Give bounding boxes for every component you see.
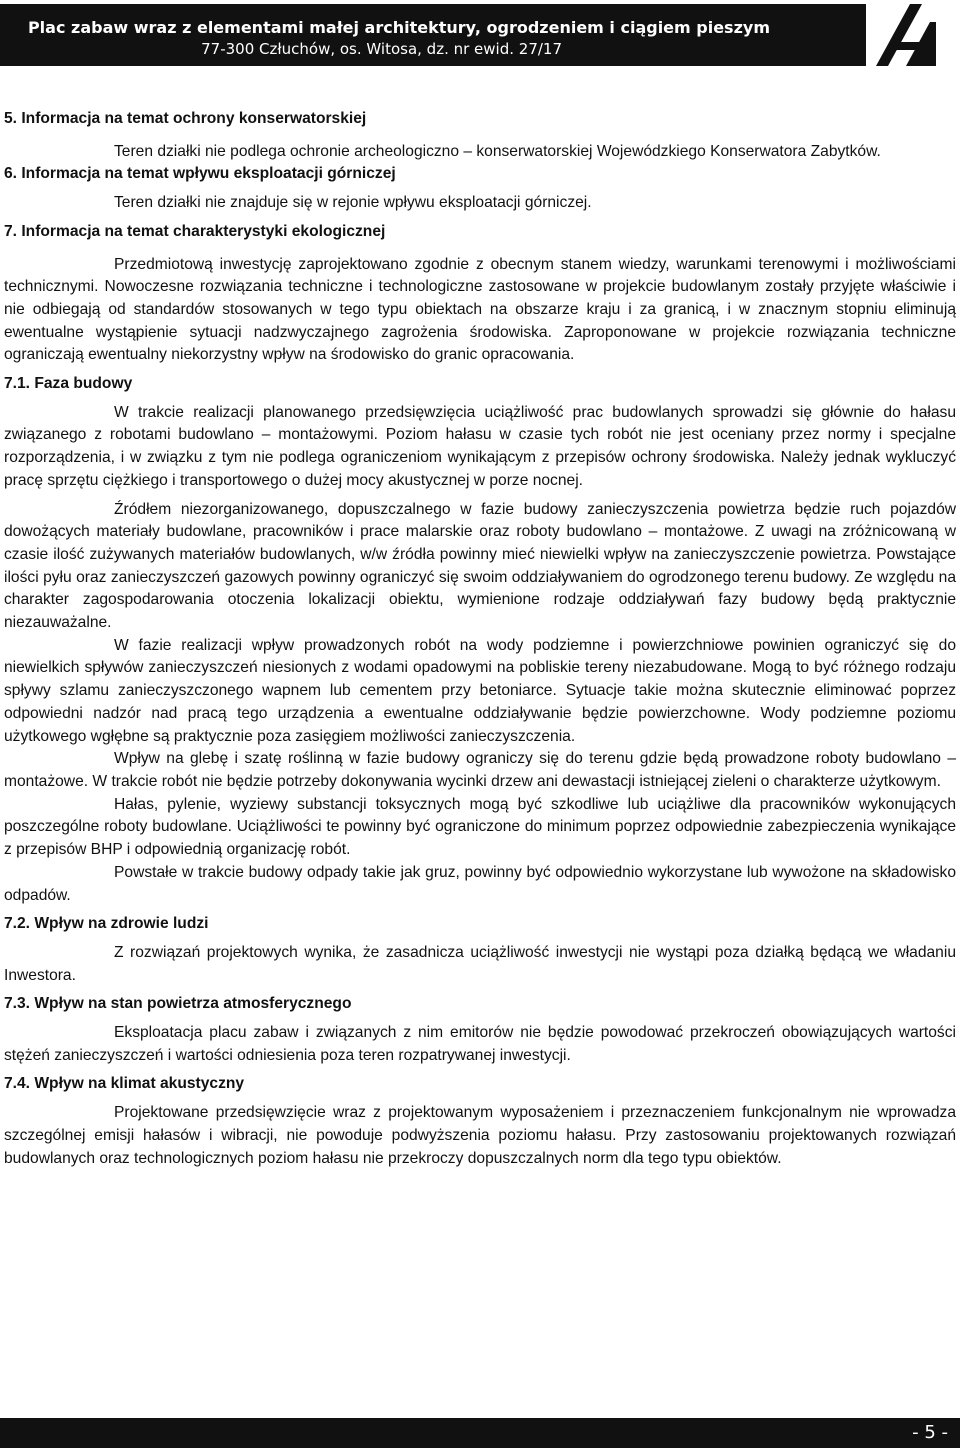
paragraph: Powstałe w trakcie budowy odpady takie jak gruz, powinny być odpowiednio wykorzystane lub wywożone na składowisko odpadów. bbox=[4, 863, 956, 904]
paragraph: Teren działki nie podlega ochronie archeologiczno – konserwatorskiej Wojewódzkiego Konserwatora Zabytków. bbox=[114, 142, 881, 160]
section-heading-7-3: 7.3. Wpływ na stan powietrza atmosferycznego bbox=[4, 995, 352, 1013]
page-number: - 5 - bbox=[912, 1422, 948, 1443]
paragraph: Hałas, pylenie, wyziewy substancji toksycznych mogą być szkodliwe lub uciążliwe dla pracowników wykonujących poszczególne roboty budowlane. Uciążliwości te powinny być ograniczone do minimum poprzez odpowiednie zabezpieczenia wynikające z przepisów BHP i odpowiednią organizację robót. bbox=[4, 795, 956, 859]
document-body bbox=[4, 108, 956, 1170]
paragraph: W trakcie realizacji planowanego przedsięwzięcia uciążliwość prac budowlanych sprowadzi się głównie do hałasu związanego z robotami budowlano – montażowymi. Poziom hałasu w czasie tych robót nie jest oceniany przez normy i specjalne rozporządzenia, i w związku z tym nie podlega ograniczeniom wynikającym z przepisów ochrony środowiska. Należy jednak wykluczyć pracę sprzętu ciężkiego i transportowego o dużej mocy akustycznej w porze nocnej. bbox=[4, 403, 956, 489]
section-heading-5: 5. Informacja na temat ochrony konserwatorskiej bbox=[4, 110, 367, 127]
header-subtitle: 77-300 Człuchów, os. Witosa, dz. nr ewid. 27/17 bbox=[201, 40, 562, 58]
paragraph: Z rozwiązań projektowych wynika, że zasadnicza uciążliwość inwestycji nie wystąpi poza działką będącą we władaniu Inwestora. bbox=[4, 943, 956, 984]
paragraph: Przedmiotową inwestycję zaprojektowano zgodnie z obecnym stanem wiedzy, warunkami terenowymi i możliwościami technicznymi. Nowoczesne rozwiązania techniczne i technologiczne zastosowane w projekcie budowlanym zostały przyjęte właściwie i nie odbiegają od standardów stosowanych w tego typu obiektach na obszarze kraju i za granicą, i w znacznym stopniu eliminują ewentualne wystąpienie sytuacji nadzwyczajnego zagrożenia środowiska. Zaproponowane w projekcie rozwiązania techniczne ograniczają ewentualny niekorzystny wpływ na środowisko do granic opracowania. bbox=[4, 255, 956, 364]
section-heading-7: 7. Informacja na temat charakterystyki ekologicznej bbox=[4, 222, 386, 240]
section-heading-7-2: 7.2. Wpływ na zdrowie ludzi bbox=[4, 915, 209, 933]
header-title: Plac zabaw wraz z elementami małej architektury, ogrodzeniem i ciągiem pieszym bbox=[27, 18, 770, 37]
paragraph: Eksploatacja placu zabaw i związanych z nim emitorów nie będzie powodować przekroczeń obowiązujących wartości stężeń zanieczyszczeń i wartości odniesienia poza teren rozpatrywanej inwestycji. bbox=[4, 1024, 956, 1064]
paragraph: Teren działki nie znajduje się w rejonie wpływu eksploatacji górniczej. bbox=[114, 194, 592, 212]
section-heading-7-1: 7.1. Faza budowy bbox=[4, 375, 133, 393]
paragraph: Źródłem niezorganizowanego, dopuszczalnego w fazie budowy zanieczyszczenia powietrza będzie ruch pojazdów dowożących materiały budowlane, pracowników i prace malarskie oraz roboty budowlano – montażowe. Z uwagi na zróżnicowaną w czasie ilość zużywanych materiałów budowlanych, w/w źródła powinny mieć niewielki wpływ na zanieczyszczenie powietrza. Powstające ilości pyłu oraz zanieczyszczeń gazowych powinny ograniczyć się swoim oddziaływaniem do ogrodzonego terenu budowy. Ze względu na charakter zagospodarowania otoczenia lokalizacji obiektu, wymienione rodzaje oddziaływań fazy budowy będą praktycznie niezauważalne. bbox=[4, 500, 956, 632]
paragraph: W fazie realizacji wpływ prowadzonych robót na wody podziemne i powierzchniowe powinien ograniczyć się do niewielkich spływów zanieczyszczeń niesionych z wodami opadowymi na pobliskie tereny niezabudowane. Mogą to być różnego rodzaju spływy szlamu zanieczyszczonego wapnem lub cementem przy betoniarce. Sytuacje takie można skutecznie eliminować poprzez odpowiedni nadzór nad pracą tego urządzenia a ewentualne oddziaływanie będzie powierzchowne. Wody podziemne poziomu użytkowego wgłębne są praktycznie poza zasięgiem możliwości zanieczyszczenia. bbox=[4, 636, 956, 745]
page-header bbox=[0, 0, 960, 70]
logo-icon bbox=[870, 2, 956, 68]
paragraph: Wpływ na glebę i szatę roślinną w fazie budowy ograniczy się do terenu gdzie będą prowadzone roboty budowlano – montażowe. W trakcie robót nie będzie potrzeby dokonywania wycinki drzew ani dewastacji istniejącej zieleni o charakterze użytkowym. bbox=[4, 750, 956, 790]
section-heading-7-4: 7.4. Wpływ na klimat akustyczny bbox=[4, 1075, 245, 1093]
paragraph: Projektowane przedsięwzięcie wraz z projektowanym wyposażeniem i przeznaczeniem funkcjonalnym nie wprowadza szczególnej emisji hałasów i wibracji, nie powoduje podwyższenia poziomu hałasu. Przy zastosowaniu projektowanych rozwiązań budowlanych oraz technologicznych poziom hałasu nie przekroczy dopuszczalnych norm dla tego typu obiektów. bbox=[4, 1104, 956, 1167]
section-heading-6: 6. Informacja na temat wpływu eksploatacji górniczej bbox=[4, 165, 396, 183]
page-footer bbox=[0, 1418, 960, 1448]
